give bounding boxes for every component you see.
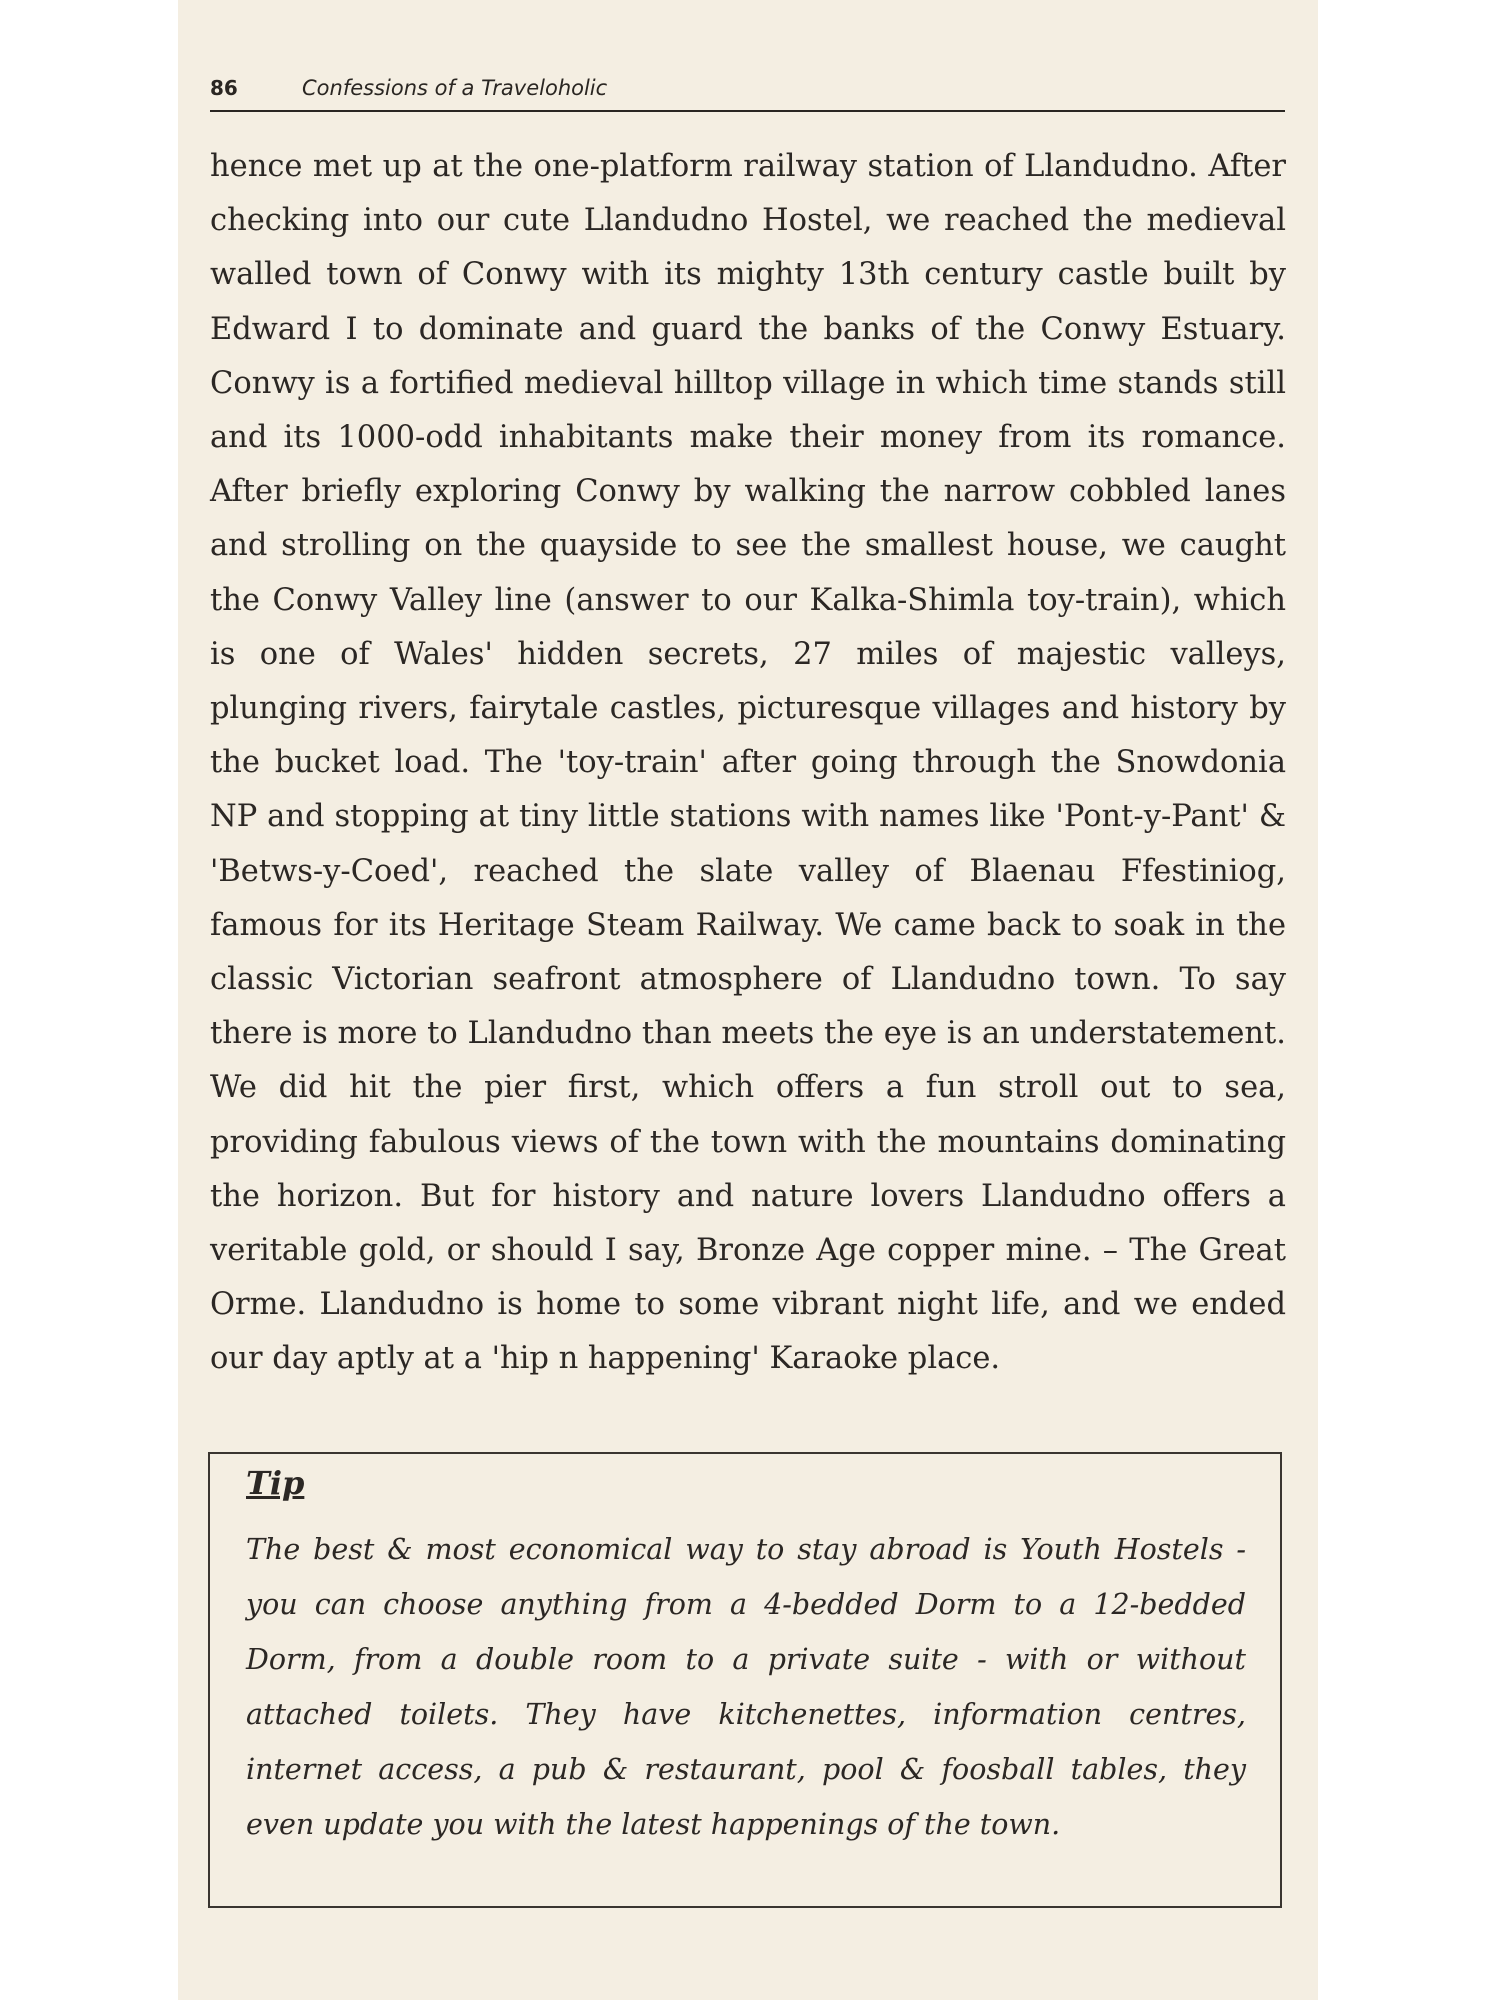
page-number: 86	[210, 76, 238, 100]
tip-box	[208, 1452, 1282, 1908]
tip-text: The best & most economical way to stay abroad is Youth Hostels - you can choose anything from a 4-bedded Dorm to a 12-bedded Dorm, from a double room to a private suite - with or without attached toilets. They have kitchenettes, information centres, internet access, a pub & restaurant, pool & foosball tables, they even update you with the latest happenings of the town.	[246, 1533, 1246, 1841]
page-header	[210, 74, 1285, 112]
tip-title: Tip	[246, 1464, 305, 1502]
body-paragraph: hence met up at the one-platform railway station of Llandudno. After checking into our cute Llandudno Hostel, we reached the medieval walled town of Conwy with its mighty 13th century castle built by Edward I to dominate and guard the banks of the Conwy Estuary. Conwy is a fortified medieval hilltop village in which time stands still and its 1000-odd inhabitants make their money from its romance. After briefly exploring Conwy by walking the narrow cobbled lanes and strolling on the quayside to see the smallest house, we caught the Conwy Valley line (answer to our Kalka-Shimla toy-train), which is one of Wales' hidden secrets, 27 miles of majestic valleys, plunging rivers, fairytale castles, picturesque villages and history by the bucket load. The 'toy-train' after going through the Snowdonia NP and stopping at tiny little stations with names like 'Pont-y-Pant' & 'Betws-y-Coed', reached the slate valley of Blaenau Ffestiniog, famous for its Heritage Steam Railway. We came back to soak in the classic Victorian seafront atmosphere of Llandudno town. To say there is more to Llandudno than meets the eye is an understatement. We did hit the pier first, which offers a fun stroll out to sea, providing fabulous views of the town with the mountains dominating the horizon. But for history and nature lovers Llandudno offers a veritable gold, or should I say, Bronze Age copper mine. – The Great Orme. Llandudno is home to some vibrant night life, and we ended our day aptly at a 'hip n happening' Karaoke place.	[210, 149, 1286, 1377]
running-title: Confessions of a Traveloholic	[302, 76, 608, 100]
